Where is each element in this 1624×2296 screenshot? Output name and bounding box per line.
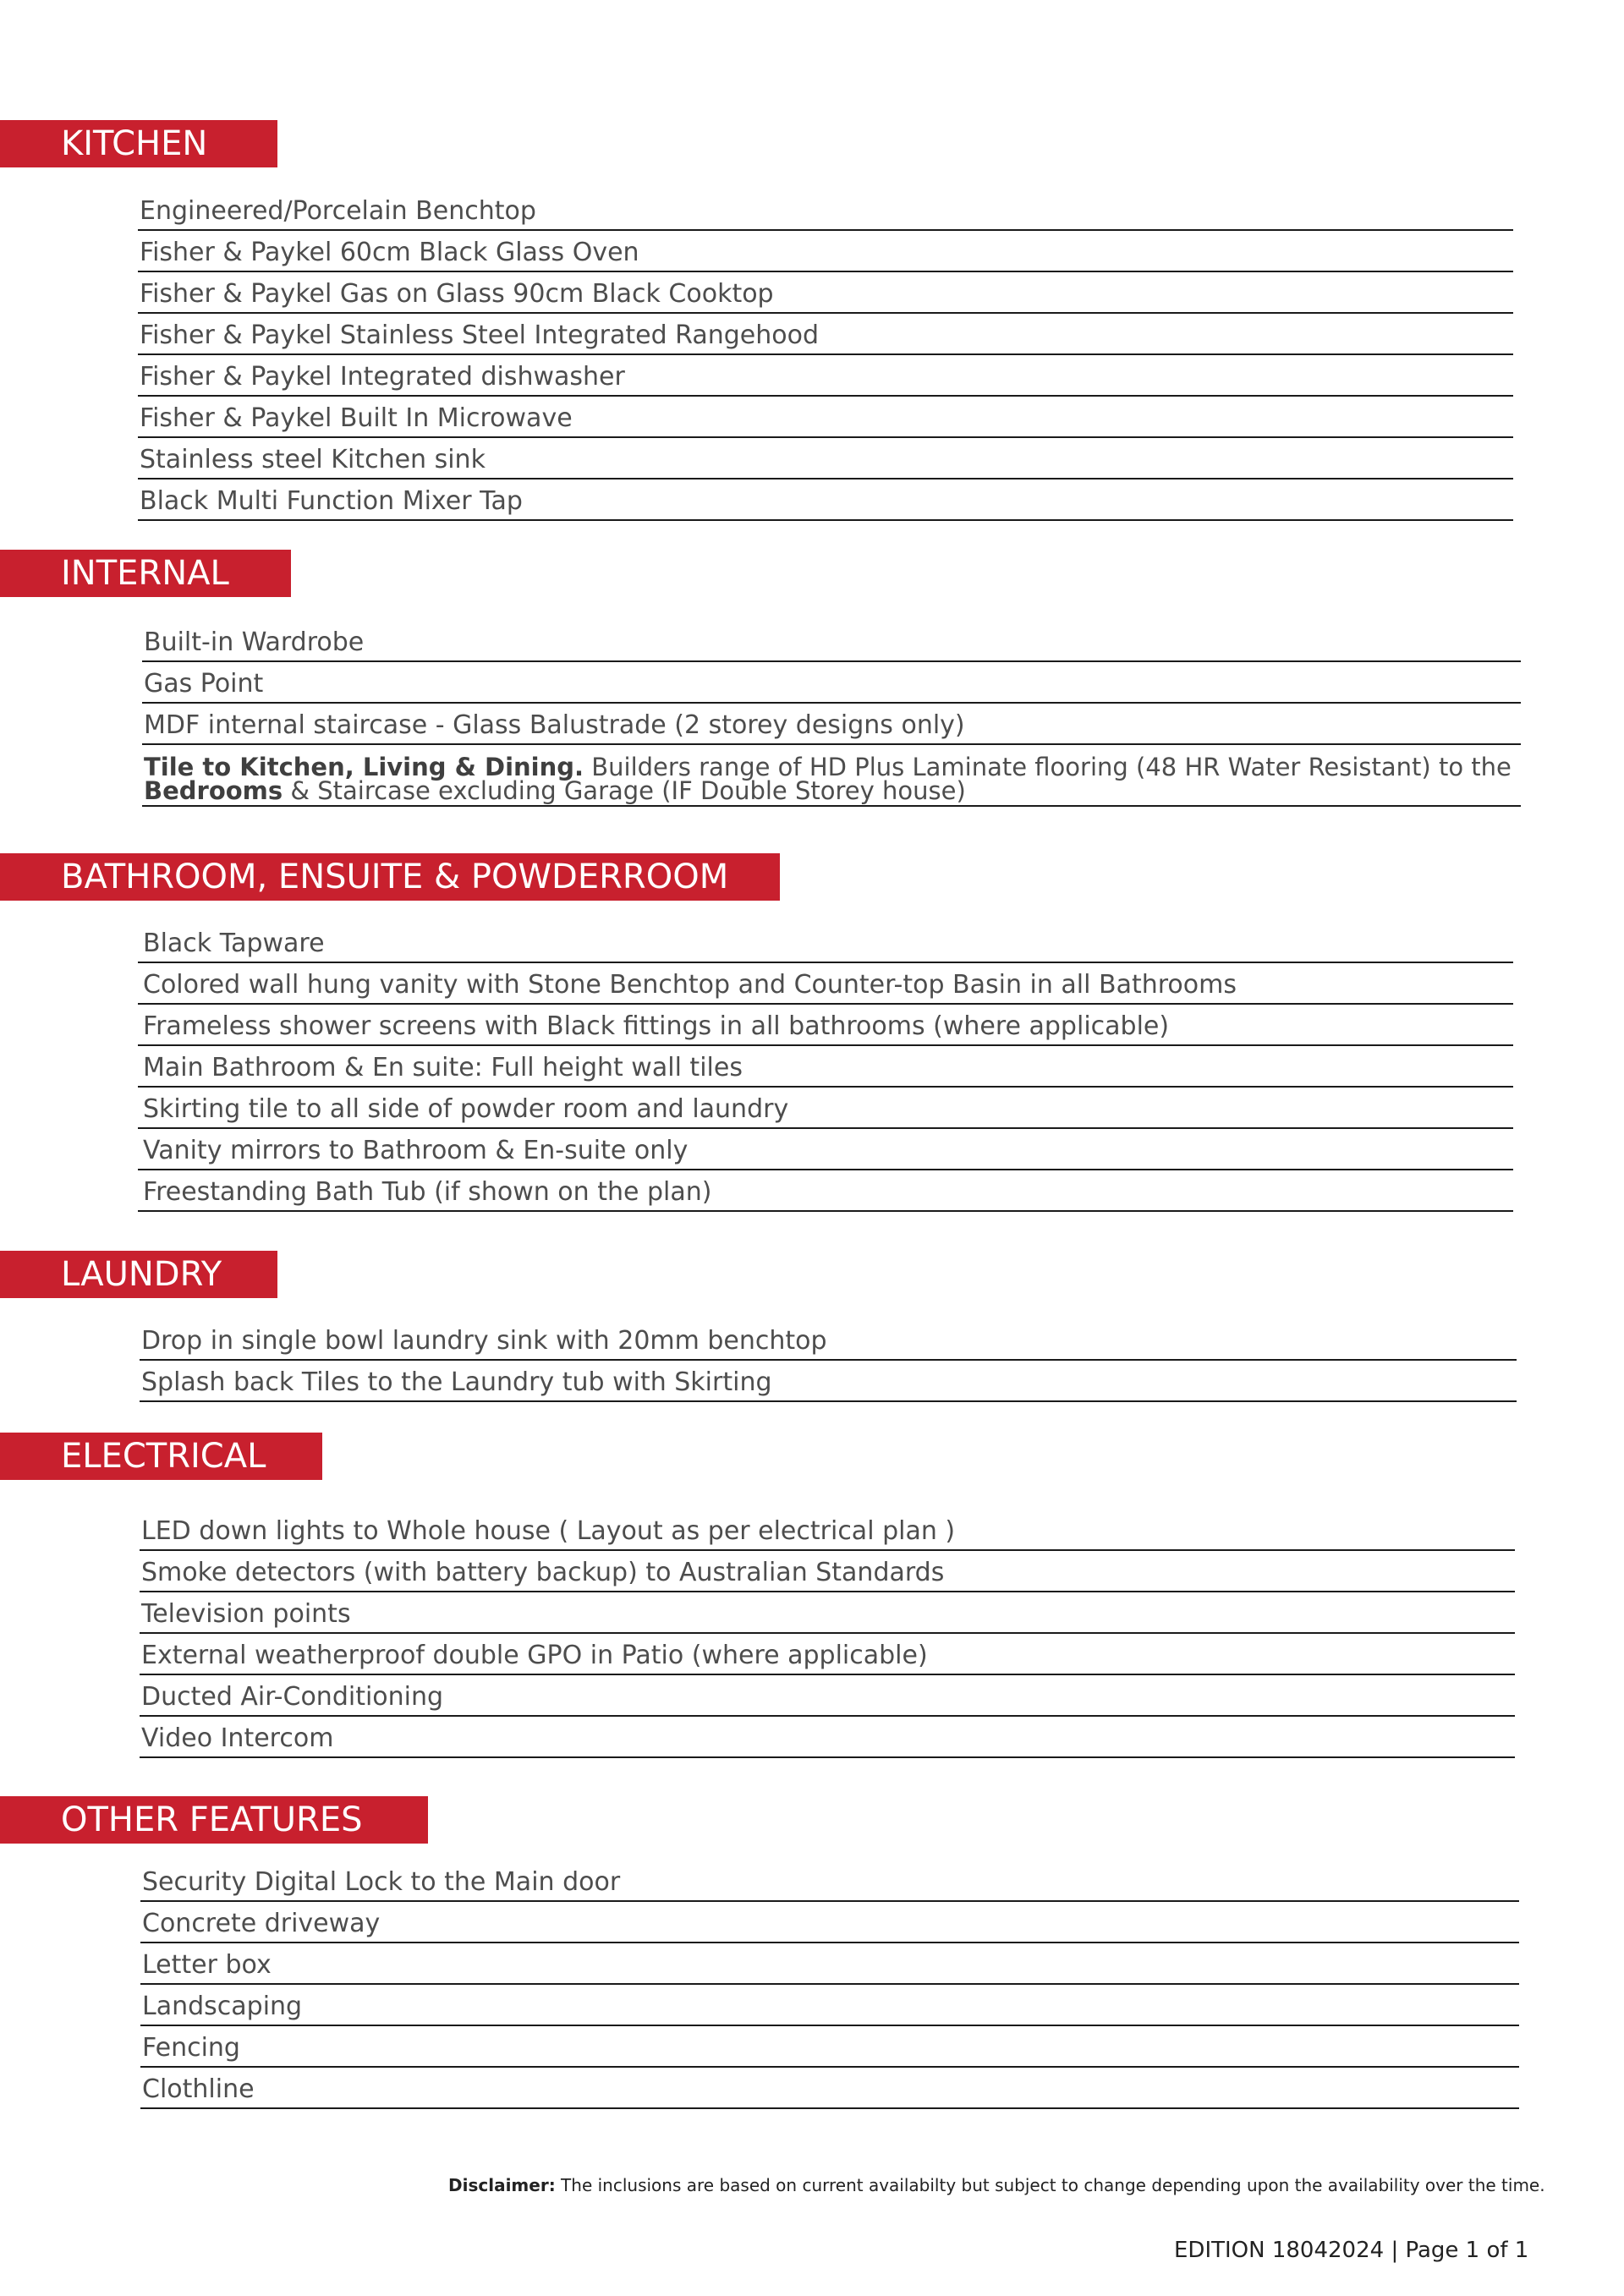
list-item: Gas Point: [142, 662, 1521, 704]
list-item: Main Bathroom & En suite: Full height wall tiles: [138, 1046, 1513, 1088]
section-header-laundry: LAUNDRY: [0, 1251, 277, 1298]
list-item: Ducted Air-Conditioning: [140, 1675, 1515, 1717]
list-item: Security Digital Lock to the Main door: [140, 1860, 1519, 1902]
list-item: Colored wall hung vanity with Stone Benchtop and Counter-top Basin in all Bathrooms: [138, 963, 1513, 1005]
section-header-other-features: OTHER FEATURES: [0, 1796, 428, 1844]
list-item: Fisher & Paykel Built In Microwave: [138, 397, 1513, 438]
list-item: Freestanding Bath Tub (if shown on the plan): [138, 1170, 1513, 1212]
list-item: Smoke detectors (with battery backup) to Australian Standards: [140, 1551, 1515, 1592]
edition-footer: EDITION 18042024 | Page 1 of 1: [1174, 2238, 1529, 2263]
flooring-text-1: Builders range of HD Plus Laminate flooring (48 HR Water Resistant) to the: [584, 753, 1512, 781]
list-item: Clothline: [140, 2068, 1519, 2109]
list-item: Black Multi Function Mixer Tap: [138, 479, 1513, 521]
flooring-item: [142, 745, 1521, 807]
list-item: Engineered/Porcelain Benchtop: [138, 189, 1513, 231]
list-item: Fisher & Paykel Gas on Glass 90cm Black Cooktop: [138, 272, 1513, 314]
section-header-kitchen: KITCHEN: [0, 120, 277, 167]
list-item: LED down lights to Whole house ( Layout as per electrical plan ): [140, 1510, 1515, 1551]
list-item: Frameless shower screens with Black fittings in all bathrooms (where applicable): [138, 1005, 1513, 1046]
list-item: Skirting tile to all side of powder room and laundry: [138, 1088, 1513, 1129]
list-item: Fencing: [140, 2026, 1519, 2068]
section-header-internal: INTERNAL: [0, 550, 291, 597]
flooring-bold-2: Bedrooms: [144, 776, 283, 805]
flooring-text-2: & Staircase excluding Garage (IF Double Storey house): [283, 776, 966, 805]
list-item: Video Intercom: [140, 1717, 1515, 1758]
disclaimer-label: Disclaimer:: [448, 2175, 556, 2195]
list-item: MDF internal staircase - Glass Balustrade (2 storey designs only): [142, 704, 1521, 745]
list-item: Fisher & Paykel 60cm Black Glass Oven: [138, 231, 1513, 272]
list-item: Stainless steel Kitchen sink: [138, 438, 1513, 479]
list-item: Landscaping: [140, 1985, 1519, 2026]
list-item: Built-in Wardrobe: [142, 621, 1521, 662]
list-item: Fisher & Paykel Integrated dishwasher: [138, 355, 1513, 397]
list-item: Vanity mirrors to Bathroom & En-suite only: [138, 1129, 1513, 1170]
list-item: Splash back Tiles to the Laundry tub with Skirting: [140, 1361, 1517, 1402]
list-item: Letter box: [140, 1943, 1519, 1985]
disclaimer-text: The inclusions are based on current availabilty but subject to change depending upon the availability over the time.: [555, 2175, 1545, 2195]
list-item: Black Tapware: [138, 922, 1513, 963]
list-item: External weatherproof double GPO in Patio (where applicable): [140, 1634, 1515, 1675]
flooring-bold-1: Tile to Kitchen, Living & Dining.: [144, 753, 584, 781]
list-item: Television points: [140, 1592, 1515, 1634]
list-item: Fisher & Paykel Stainless Steel Integrated Rangehood: [138, 314, 1513, 355]
list-item: Drop in single bowl laundry sink with 20mm benchtop: [140, 1319, 1517, 1361]
section-header-electrical: ELECTRICAL: [0, 1433, 322, 1480]
list-item: Concrete driveway: [140, 1902, 1519, 1943]
section-header-bathroom: BATHROOM, ENSUITE & POWDERROOM: [0, 853, 780, 901]
disclaimer: [448, 2175, 1545, 2195]
